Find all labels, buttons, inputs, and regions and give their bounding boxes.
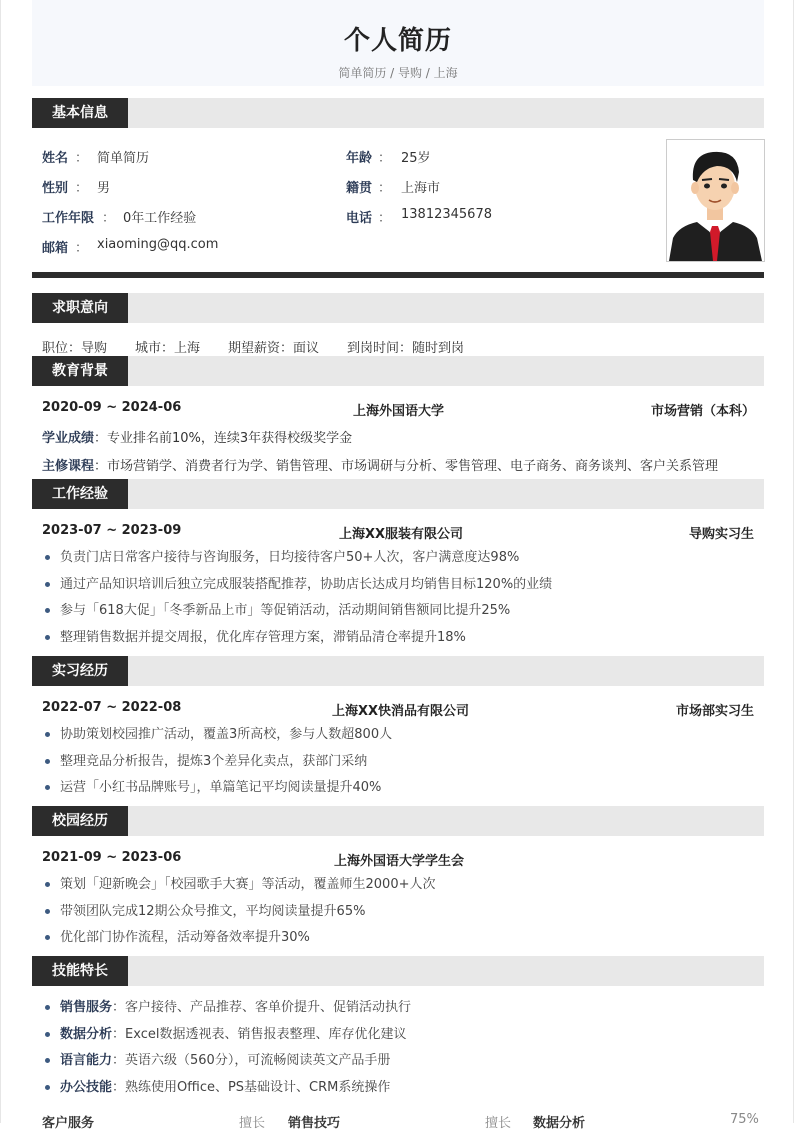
list-item: 负责门店日常客户接待与咨询服务，日均接待客户50+人次，客户满意度达98% xyxy=(42,548,552,575)
education-period: 2020-09 ~ 2024-06 xyxy=(42,400,182,415)
origin-value: 上海市 xyxy=(401,181,441,196)
colon: ： xyxy=(102,211,116,226)
intent-position: 职位：导购 xyxy=(42,341,108,356)
skill-text: ：英语六级（560分），可流畅阅读英文产品手册 xyxy=(112,1053,391,1068)
skill-text: ：客户接待、产品推荐、客单价提升、促销活动执行 xyxy=(112,1000,412,1015)
section-title-campus: 校园经历 xyxy=(32,806,128,836)
colon: ： xyxy=(75,151,89,166)
origin-label: 籍贯 xyxy=(346,181,373,196)
age-label: 年龄 xyxy=(346,151,373,166)
courses-text: ：市场营销学、消费者行为学、销售管理、市场调研与分析、零售管理、电子商务、商务谈判、客户关系管理 xyxy=(94,459,719,474)
grades-label: 学业成绩 xyxy=(42,431,95,446)
section-intent xyxy=(32,293,764,323)
colon: ： xyxy=(378,211,392,226)
education-school: 上海外国语大学 xyxy=(353,404,445,419)
skill-label: 数据分析 xyxy=(60,1026,113,1042)
section-internship xyxy=(32,656,764,686)
skill-text: ：熟练使用Office、PS基础设计、CRM系统操作 xyxy=(112,1079,391,1095)
list-item xyxy=(42,998,411,1025)
phone-value: 13812345678 xyxy=(401,207,492,222)
years-label: 工作年限 xyxy=(42,211,95,226)
skill-bar-name: 数据分析 xyxy=(533,1116,586,1131)
skill-bar-name: 客户服务 xyxy=(42,1116,95,1131)
skill-bar-level: 擅长 xyxy=(239,1116,266,1131)
list-item: 策划「迎新晚会」「校园歌手大赛」等活动，覆盖师生2000+人次 xyxy=(42,875,435,902)
list-item: 运营「小红书品牌账号」，单篇笔记平均阅读量提升40% xyxy=(42,778,392,805)
skill-label: 办公技能 xyxy=(60,1079,113,1095)
skill-text: ：Excel数据透视表、销售报表整理、库存优化建议 xyxy=(112,1026,407,1042)
section-title-education: 教育背景 xyxy=(32,356,128,386)
skill-bar-name: 销售技巧 xyxy=(288,1116,341,1131)
work-list xyxy=(42,548,552,654)
education-major: 市场营销（本科） xyxy=(651,404,756,419)
section-divider xyxy=(32,272,764,278)
skill-bar-level: 75% xyxy=(730,1112,759,1127)
work-period: 2023-07 ~ 2023-09 xyxy=(42,523,182,538)
internship-period: 2022-07 ~ 2022-08 xyxy=(42,700,182,715)
section-education xyxy=(32,356,764,386)
campus-period: 2021-09 ~ 2023-06 xyxy=(42,850,182,865)
section-title-skills: 技能特长 xyxy=(32,956,128,986)
resume-header xyxy=(32,0,764,86)
section-campus xyxy=(32,806,764,836)
intent-city: 城市：上海 xyxy=(135,341,201,356)
work-company: 上海XX服装有限公司 xyxy=(339,527,464,542)
list-item: 优化部门协作流程，活动筹备效率提升30% xyxy=(42,928,435,955)
name-value: 简单简历 xyxy=(97,151,150,166)
internship-list xyxy=(42,725,392,805)
name-label: 姓名 xyxy=(42,151,69,166)
email-value: xiaoming@qq.com xyxy=(97,237,219,252)
list-item xyxy=(42,1025,411,1052)
skill-label: 语言能力 xyxy=(60,1053,113,1068)
list-item: 参与「618大促」「冬季新品上市」等促销活动，活动期间销售额同比提升25% xyxy=(42,601,552,628)
avatar xyxy=(666,139,765,262)
section-title-basic: 基本信息 xyxy=(32,98,128,128)
internship-company: 上海XX快消品有限公司 xyxy=(332,704,470,719)
list-item: 通过产品知识培训后独立完成服装搭配推荐，协助店长达成月均销售目标120%的业绩 xyxy=(42,575,552,602)
grades-text: ：专业排名前10%，连续3年获得校级奖学金 xyxy=(94,431,353,446)
education-courses xyxy=(42,455,718,474)
campus-list xyxy=(42,875,435,955)
years-value: 0年工作经验 xyxy=(123,211,197,226)
intent-salary: 期望薪资：面议 xyxy=(228,341,320,356)
email-label: 邮箱 xyxy=(42,241,69,256)
phone-label: 电话 xyxy=(346,211,373,226)
work-role: 导购实习生 xyxy=(689,527,755,542)
list-item: 整理销售数据并提交周报，优化库存管理方案，滞销品清仓率提升18% xyxy=(42,628,552,655)
internship-role: 市场部实习生 xyxy=(676,704,755,719)
section-title-work: 工作经验 xyxy=(32,479,128,509)
section-skills xyxy=(32,956,764,986)
colon: ： xyxy=(378,181,392,196)
section-title-internship: 实习经历 xyxy=(32,656,128,686)
gender-value: 男 xyxy=(97,181,111,196)
education-grades xyxy=(42,427,352,446)
gender-label: 性别 xyxy=(42,181,69,196)
skill-bar-level: 擅长 xyxy=(485,1116,512,1131)
section-title-intent: 求职意向 xyxy=(32,293,128,323)
skills-list xyxy=(42,998,411,1104)
list-item xyxy=(42,1078,411,1105)
colon: ： xyxy=(378,151,392,166)
list-item: 带领团队完成12期公众号推文，平均阅读量提升65% xyxy=(42,902,435,929)
colon: ： xyxy=(75,181,89,196)
list-item: 协助策划校园推广活动，覆盖3所高校，参与人数超800人 xyxy=(42,725,392,752)
page-subtitle: 简单简历 / 导购 / 上海 xyxy=(338,66,458,80)
section-basic-info xyxy=(32,98,764,128)
age-value: 25岁 xyxy=(401,151,431,166)
skill-label: 销售服务 xyxy=(60,1000,113,1015)
courses-label: 主修课程 xyxy=(42,459,95,474)
list-item xyxy=(42,1051,411,1078)
colon: ： xyxy=(75,241,89,256)
avatar-illustration xyxy=(667,140,764,261)
intent-start: 到岗时间：随时到岗 xyxy=(347,341,465,356)
campus-org: 上海外国语大学学生会 xyxy=(334,854,465,869)
list-item: 整理竞品分析报告，提炼3个差异化卖点，获部门采纳 xyxy=(42,752,392,779)
page-title: 个人简历 xyxy=(343,26,452,56)
section-work xyxy=(32,479,764,509)
